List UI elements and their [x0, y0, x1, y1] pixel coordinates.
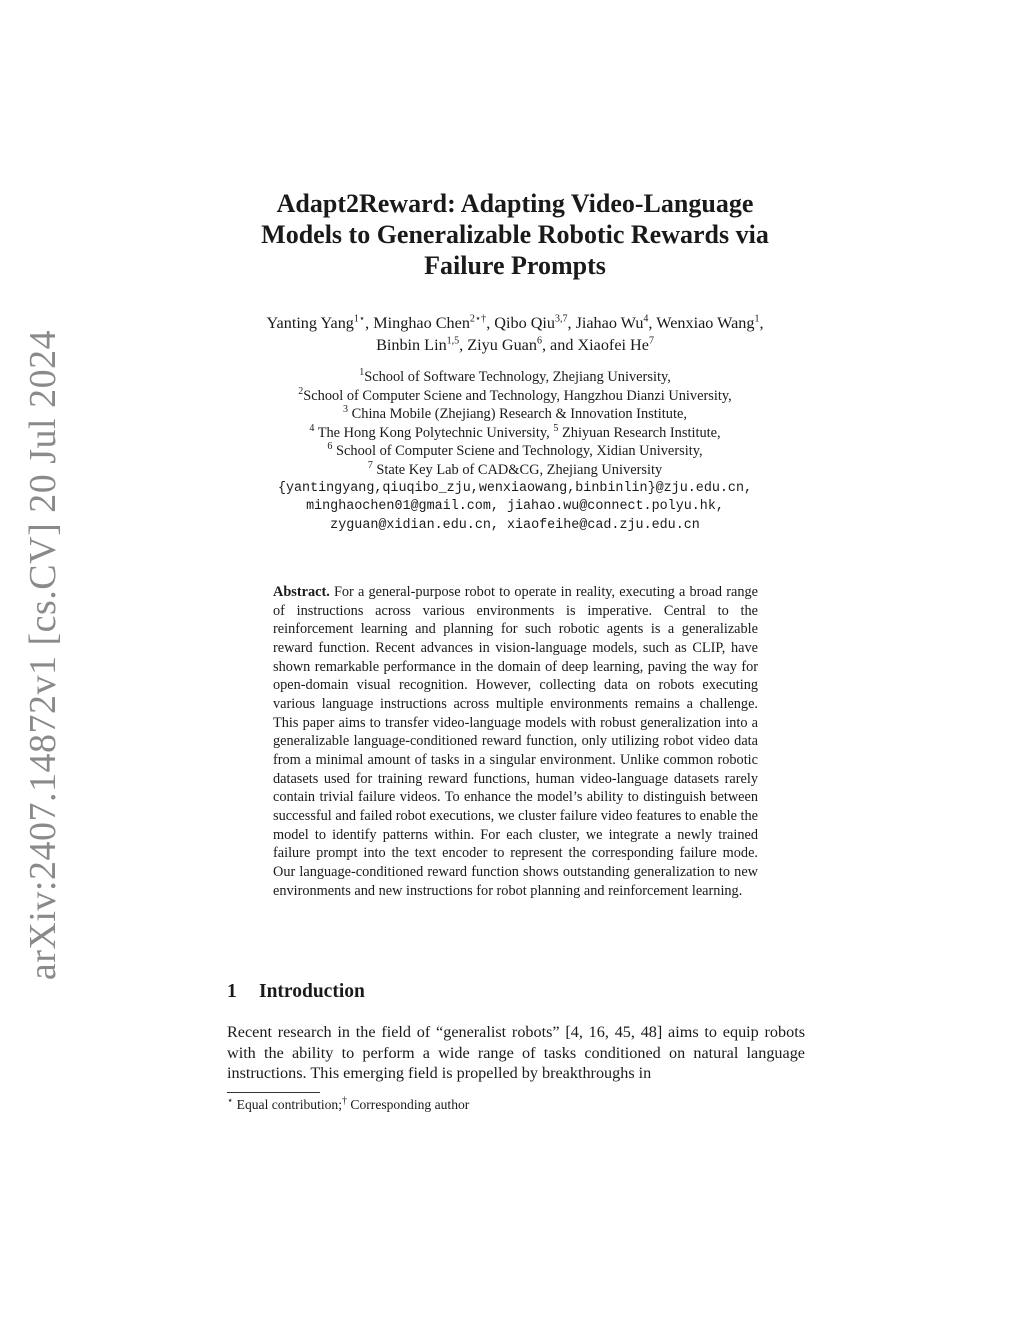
abstract-label: Abstract.: [273, 584, 330, 600]
affiliation-text: China Mobile (Zhejiang) Research & Innovation Institute,: [348, 406, 687, 423]
author-name: Jiahao Wu: [575, 314, 644, 332]
author-marker: 1: [754, 313, 760, 325]
arxiv-identifier-text: arXiv:2407.14872v1 [cs.CV] 20 Jul 2024: [22, 329, 64, 981]
footnote-text: Equal contribution;: [233, 1097, 342, 1112]
author-separator: ,: [486, 314, 495, 332]
author-marker: 6: [536, 335, 542, 347]
author: [266, 314, 365, 332]
affiliation-text: Zhiyuan Research Institute,: [558, 424, 721, 441]
footnote-divider: [227, 1092, 320, 1093]
arxiv-identifier-stamp: [18, 329, 68, 981]
title-line: Models to Generalizable Robotic Rewards via: [261, 220, 769, 249]
author: [467, 336, 542, 354]
author-marker: 2⋆†: [469, 313, 487, 325]
affiliation-text: The Hong Kong Polytechnic University,: [314, 424, 554, 441]
author: [577, 336, 653, 354]
author: [373, 314, 486, 332]
affiliation: [200, 387, 830, 406]
affiliation-marker: 6: [327, 441, 333, 453]
affiliation: [200, 405, 830, 424]
affiliation-marker: 1: [359, 367, 365, 379]
author: [494, 314, 567, 332]
affiliation-text: School of Software Technology, Zhejiang University,: [364, 369, 671, 385]
affiliation-marker: 3: [343, 404, 349, 416]
affiliation-marker: 2: [298, 385, 304, 397]
email-line: minghaochen01@gmail.com, jiahao.wu@connect.polyu.hk,: [306, 499, 724, 515]
author: [656, 314, 759, 332]
author-separator: ,: [648, 314, 657, 332]
title-line: Failure Prompts: [424, 251, 606, 280]
section-number: 1: [227, 981, 237, 1002]
email-line: {yantingyang,qiuqibo_zju,wenxiaowang,binbinlin}@zju.edu.cn,: [277, 480, 753, 496]
author-name: Qibo Qiu: [494, 314, 555, 332]
affiliation: [200, 424, 830, 443]
abstract-text: For a general-purpose robot to operate in reality, executing a broad range of instructions across various environments is imperative. Central to the reinforcement learning and planning for such robotic agents is a generalizable reward function. Recent advances in vision-language models, such as CLIP, have shown remarkable performance in the domain of deep learning, paving the way for open-domain visual recognition. However, collecting data on robots executing various language instructions across multiple environments remains a challenge. This paper aims to transfer video-language models with robust generalization into a generalizable language-conditioned reward function, only utilizing robot video data from a minimal amount of tasks in a singular environment. Unlike common robotic datasets used for training reward functions, human video-language datasets rarely contain trivial failure videos. To enhance the model’s ability to distinguish between successful and failed robot executions, we cluster failure video features to enable the model to identify patterns within. For each cluster, we integrate a newly trained failure prompt into the text encoder to represent the corresponding failure mode. Our language-conditioned reward function shows outstanding generalization to new environments and new instructions for robot planning and reinforcement learning.: [273, 584, 758, 899]
author-name: Yanting Yang: [266, 314, 354, 332]
author-name: Wenxiao Wang: [656, 314, 755, 332]
author-separator: ,: [365, 314, 374, 332]
author: [376, 336, 459, 354]
author-marker: 7: [648, 335, 654, 347]
abstract: [273, 583, 758, 900]
author-separator: , and: [541, 336, 578, 354]
author-separator: ,: [567, 314, 576, 332]
affiliation-marker: 5: [553, 422, 559, 434]
affiliation-text: School of Computer Sciene and Technology, Xidian University,: [332, 443, 703, 460]
affiliation-text: State Key Lab of CAD&CG, Zhejiang University: [372, 461, 663, 478]
author-separator: ,: [759, 314, 764, 332]
paper-title: [200, 188, 830, 281]
author-name: Binbin Lin: [376, 336, 447, 354]
author-marker: 3,7: [554, 313, 568, 325]
title-line: Adapt2Reward: Adapting Video-Language: [276, 189, 754, 218]
author-list: [200, 312, 830, 356]
affiliation: [200, 368, 830, 387]
section-heading: [227, 981, 365, 1003]
author-name: Ziyu Guan: [467, 336, 537, 354]
footnote-marker: †: [342, 1095, 347, 1107]
footnote-text: Corresponding author: [347, 1097, 470, 1112]
section-title: Introduction: [259, 981, 365, 1002]
affiliation-block: [200, 368, 830, 535]
affiliation: [200, 461, 830, 480]
footnote-marker: ⋆: [227, 1095, 234, 1107]
author-separator: ,: [459, 336, 468, 354]
affiliation-marker: 7: [367, 460, 373, 472]
author-name: Minghao Chen: [373, 314, 470, 332]
author-name: Xiaofei He: [577, 336, 649, 354]
affiliation-marker: 4: [309, 422, 315, 434]
footnote: [227, 1096, 469, 1114]
affiliation-text: School of Computer Sciene and Technology, Hangzhou Dianzi University,: [303, 387, 732, 404]
author-marker: 4: [643, 313, 649, 325]
email-line: zyguan@xidian.edu.cn, xiaofeihe@cad.zju.edu.cn: [330, 517, 700, 533]
intro-paragraph: Recent research in the field of “generalist robots” [4, 16, 45, 48] aims to equip robots with the ability to perform a wide range of tasks conditioned on natural language instructions. This emerging field is propelled by breakthroughs in: [227, 1023, 805, 1083]
author: [576, 314, 649, 332]
author-marker: 1⋆: [353, 313, 366, 325]
author-marker: 1,5: [446, 335, 460, 347]
affiliation: [200, 442, 830, 461]
